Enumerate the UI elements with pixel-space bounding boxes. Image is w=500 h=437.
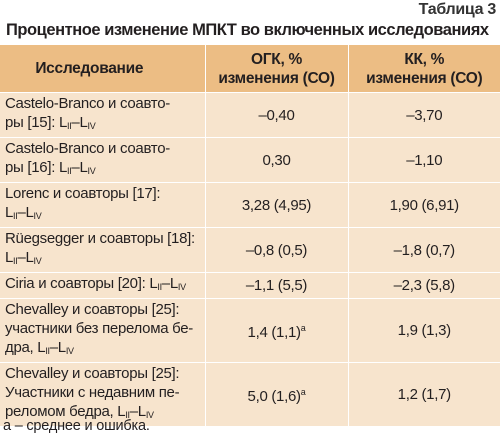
- vertebra-letter: L: [25, 249, 34, 266]
- vertebra-letter: L: [149, 275, 158, 292]
- kk-value: –3,70: [348, 93, 500, 138]
- study-text: Castelo-Branco и соавто-: [5, 140, 170, 157]
- vertebra-letter: L: [37, 339, 46, 356]
- footnote-marker: a: [300, 387, 306, 397]
- bmd-change-table: [0, 45, 500, 426]
- vertebra-letter: L: [57, 339, 66, 356]
- study-text: Ciria и соавторы [20]:: [5, 275, 150, 292]
- vertebra-sub: IV: [177, 282, 186, 292]
- kk-value: 1,90 (6,91): [348, 183, 500, 228]
- vertebra-letter: L: [137, 403, 146, 420]
- header-kk: [348, 45, 500, 93]
- vertebra-sub: II: [13, 211, 18, 221]
- vertebra-letter: L: [169, 275, 178, 292]
- dash: –: [161, 275, 170, 292]
- study-text: Участники с недавним пе-: [5, 384, 180, 401]
- vertebra-sub: IV: [33, 211, 42, 221]
- dash: –: [17, 249, 26, 266]
- vertebra-letter: L: [79, 159, 88, 176]
- table-row: [0, 299, 500, 363]
- ogk-value: 0,30: [205, 138, 348, 183]
- study-text: участники без перелома бе-: [5, 320, 193, 337]
- study-text: Chevalley и соавторы [25]:: [5, 365, 180, 382]
- vertebra-letter: L: [5, 249, 14, 266]
- vertebra-letter: L: [117, 403, 126, 420]
- ogk-value: 3,28 (4,95): [205, 183, 348, 228]
- study-text: Chevalley и соавторы [25]:: [5, 301, 180, 318]
- study-cell: [0, 138, 205, 183]
- ogk-value: –0,8 (0,5): [205, 228, 348, 273]
- vertebra-sub: II: [125, 410, 130, 420]
- kk-value: 1,9 (1,3): [348, 299, 500, 363]
- table-row: [0, 183, 500, 228]
- study-cell: [0, 273, 205, 299]
- header-kk-line1: КК, %: [404, 50, 445, 68]
- dash: –: [129, 403, 138, 420]
- table-row: [0, 363, 500, 427]
- study-text: дра,: [5, 339, 38, 356]
- vertebra-sub: IV: [145, 410, 154, 420]
- vertebra-letter: L: [5, 204, 14, 221]
- dash: –: [71, 159, 80, 176]
- header-kk-line2: изменения (СО): [366, 69, 483, 87]
- vertebra-sub: IV: [87, 121, 96, 131]
- table-row: [0, 273, 500, 299]
- vertebra-sub: II: [67, 166, 72, 176]
- ogk-value: [205, 363, 348, 427]
- kk-value: –2,3 (5,8): [348, 273, 500, 299]
- ogk-value: [205, 299, 348, 363]
- vertebra-sub: II: [13, 256, 18, 266]
- study-text: Rüegsegger и соавторы [18]:: [5, 230, 195, 247]
- dash: –: [71, 114, 80, 131]
- vertebra-sub: IV: [87, 166, 96, 176]
- table-row: [0, 93, 500, 138]
- study-text: Lorenc и соавторы [17]:: [5, 185, 161, 202]
- ogk-value: –1,1 (5,5): [205, 273, 348, 299]
- study-cell: [0, 93, 205, 138]
- table-label: Таблица 3: [418, 1, 496, 18]
- vertebra-sub: II: [157, 282, 162, 292]
- kk-value: –1,10: [348, 138, 500, 183]
- study-cell: [0, 228, 205, 273]
- study-cell: [0, 299, 205, 363]
- vertebra-letter: L: [79, 114, 88, 131]
- header-study: Исследование: [35, 60, 144, 77]
- vertebra-sub: IV: [33, 256, 42, 266]
- table-title: Процентное изменение МПКТ во включенных исследованиях: [6, 21, 489, 39]
- ogk-text: 5,0 (1,6): [247, 388, 301, 405]
- header-ogk-line2: изменения (СО): [218, 69, 335, 87]
- study-cell: [0, 183, 205, 228]
- table-row: [0, 138, 500, 183]
- table-row: [0, 228, 500, 273]
- study-text: ры [16]:: [5, 159, 59, 176]
- footnote-marker: a: [300, 323, 306, 333]
- dash: –: [49, 339, 58, 356]
- kk-value: 1,2 (1,7): [348, 363, 500, 427]
- study-text: Castelo-Branco и соавто-: [5, 95, 170, 112]
- dash: –: [17, 204, 26, 221]
- study-text: ры [15]:: [5, 114, 59, 131]
- study-cell: [0, 363, 205, 427]
- header-ogk: [205, 45, 348, 93]
- header-ogk-line1: ОГК, %: [251, 50, 302, 68]
- ogk-value: –0,40: [205, 93, 348, 138]
- study-text: реломом бедра,: [5, 403, 118, 420]
- vertebra-letter: L: [58, 114, 67, 131]
- ogk-text: 1,4 (1,1): [247, 324, 301, 341]
- vertebra-sub: II: [45, 346, 50, 356]
- vertebra-sub: II: [67, 121, 72, 131]
- vertebra-sub: IV: [65, 346, 74, 356]
- footnote: а – среднее и ошибка.: [3, 418, 150, 434]
- kk-value: –1,8 (0,7): [348, 228, 500, 273]
- table-header-row: [0, 45, 500, 93]
- vertebra-letter: L: [58, 159, 67, 176]
- vertebra-letter: L: [25, 204, 34, 221]
